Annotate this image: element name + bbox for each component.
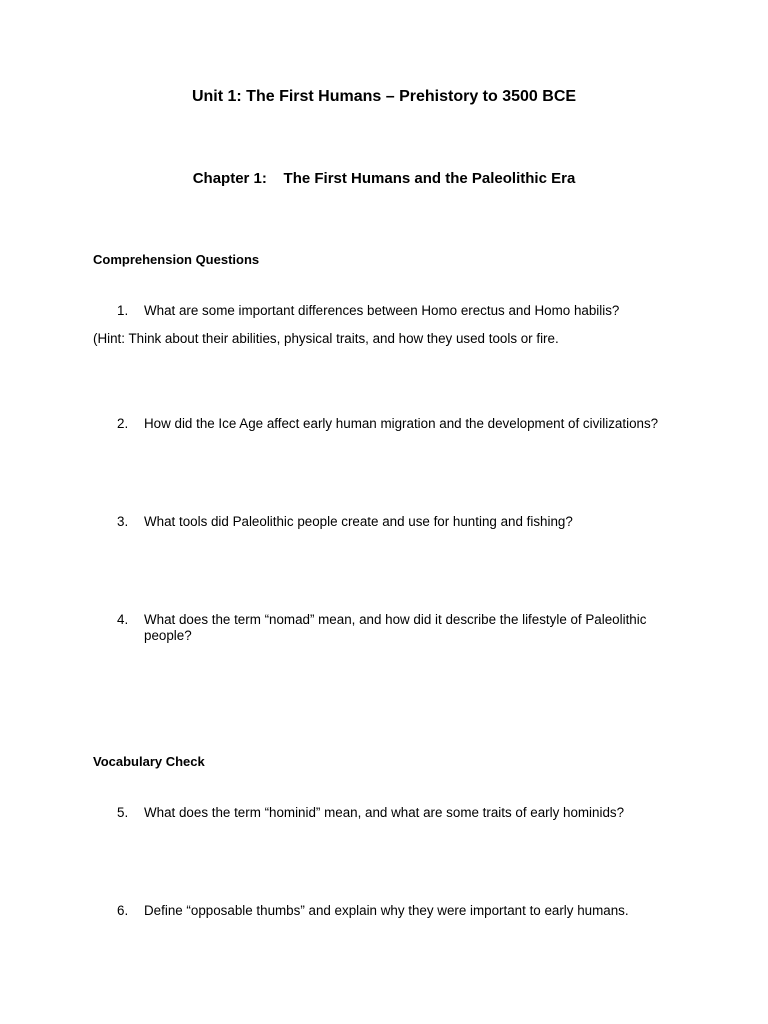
question-number: 1. (117, 303, 129, 318)
question-4 (117, 612, 697, 644)
question-text: What does the term “hominid” mean, and what are some traits of early hominids? (144, 805, 625, 820)
question-6 (117, 903, 697, 919)
comprehension-heading: Comprehension Questions (93, 252, 260, 267)
chapter-title: Chapter 1: The First Humans and the Paleolithic Era (192, 170, 576, 187)
question-1 (117, 303, 697, 319)
question-text: Define “opposable thumbs” and explain why they were important to early humans. (144, 903, 629, 918)
question-text: What tools did Paleolithic people create and use for hunting and fishing? (144, 514, 573, 529)
question-number: 5. (117, 805, 129, 820)
question-1-hint: (Hint: Think about their abilities, physical traits, and how they used tools or fire. (93, 331, 559, 346)
page-title: Unit 1: The First Humans – Prehistory to 3500 BCE (191, 88, 577, 105)
question-3 (117, 514, 697, 530)
question-text: What are some important differences between Homo erectus and Homo habilis? (144, 303, 620, 318)
question-number: 6. (117, 903, 129, 918)
question-2 (117, 416, 697, 432)
vocabulary-heading: Vocabulary Check (93, 754, 205, 769)
question-text: How did the Ice Age affect early human migration and the development of civilizations? (144, 416, 659, 431)
question-text: What does the term “nomad” mean, and how did it describe the lifestyle of Paleolithic people? (144, 612, 647, 643)
question-5 (117, 805, 697, 821)
question-number: 3. (117, 514, 129, 529)
question-number: 2. (117, 416, 129, 431)
question-number: 4. (117, 612, 129, 627)
